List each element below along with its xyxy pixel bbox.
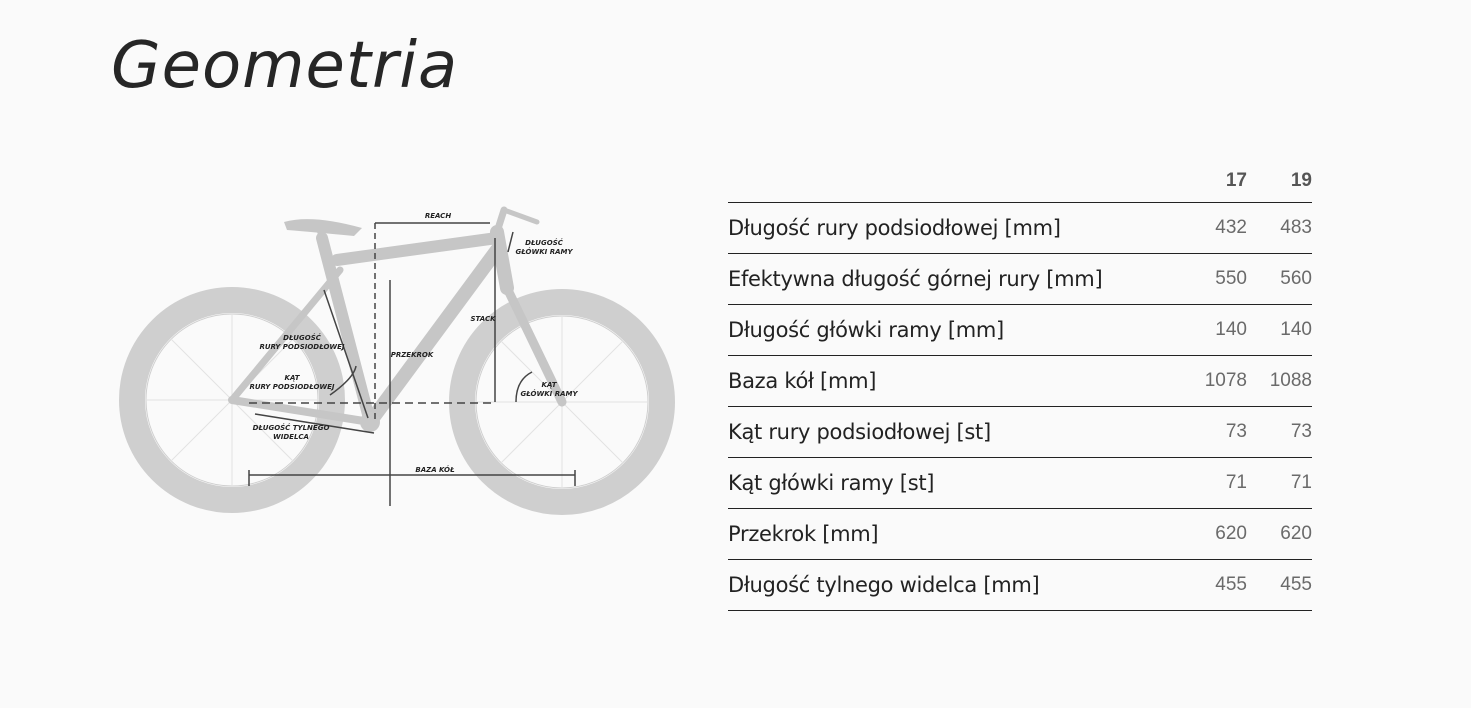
row-label: Przekrok [mm] <box>728 522 879 546</box>
bike-geometry-diagram <box>112 150 710 516</box>
row-label: Długość rury podsiodłowej [mm] <box>728 216 1061 240</box>
row-label: Kąt rury podsiodłowej [st] <box>728 420 991 444</box>
label-seat-tube-length-2: RURY PODSIODŁOWEJ <box>259 343 345 351</box>
label-reach: REACH <box>424 212 452 220</box>
label-seat-angle-1: KĄT <box>284 374 300 382</box>
label-chainstay-2: WIDELCA <box>273 433 309 441</box>
label-head-angle-1: KĄT <box>541 381 557 389</box>
row-value: 73 <box>1225 421 1247 442</box>
row-label: Baza kół [mm] <box>728 369 877 393</box>
geometry-table <box>728 160 1312 611</box>
row-value: 455 <box>1215 574 1247 595</box>
label-head-angle-2: GŁÓWKI RAMY <box>520 390 578 398</box>
row-value: 620 <box>1215 523 1247 544</box>
size-header-17: 17 <box>1225 170 1247 191</box>
bike-illustration <box>112 150 710 516</box>
label-seat-angle-2: RURY PODSIODŁOWEJ <box>249 383 335 391</box>
crank <box>360 412 380 432</box>
row-label: Kąt główki ramy [st] <box>728 471 935 495</box>
wheel-spokes <box>146 314 648 488</box>
row-value: 455 <box>1280 574 1312 595</box>
table-row <box>728 254 1312 305</box>
table-row <box>728 458 1312 509</box>
row-value: 432 <box>1215 217 1247 238</box>
label-standover: PRZEKROK <box>390 351 434 359</box>
label-head-tube-length-1: DŁUGOŚĆ <box>525 239 563 247</box>
table-row <box>728 560 1312 611</box>
label-head-tube-length-2: GŁÓWKI RAMY <box>515 248 573 256</box>
table-row <box>728 509 1312 560</box>
size-header-19: 19 <box>1290 170 1312 191</box>
table-header <box>728 160 1312 203</box>
row-value: 140 <box>1280 319 1312 340</box>
row-label: Długość tylnego widelca [mm] <box>728 573 1040 597</box>
row-value: 1088 <box>1269 370 1312 391</box>
page-title: Geometria <box>111 29 459 103</box>
row-value: 560 <box>1280 268 1312 289</box>
label-wheelbase: BAZA KÓŁ <box>415 466 455 474</box>
table-row <box>728 305 1312 356</box>
label-seat-tube-length-1: DŁUGOŚĆ <box>283 334 321 342</box>
table-row <box>728 203 1312 254</box>
row-value: 483 <box>1280 217 1312 238</box>
table-row <box>728 407 1312 458</box>
row-value: 620 <box>1280 523 1312 544</box>
row-label: Długość główki ramy [mm] <box>728 318 1004 342</box>
row-value: 1078 <box>1204 370 1247 391</box>
row-label: Efektywna długość górnej rury [mm] <box>728 267 1103 291</box>
row-value: 140 <box>1215 319 1247 340</box>
row-value: 550 <box>1215 268 1247 289</box>
label-stack: STACK <box>470 315 496 323</box>
row-value: 73 <box>1290 421 1312 442</box>
label-chainstay-1: DŁUGOŚĆ TYLNEGO <box>252 424 330 432</box>
row-value: 71 <box>1225 472 1247 493</box>
row-value: 71 <box>1290 472 1312 493</box>
table-row <box>728 356 1312 407</box>
